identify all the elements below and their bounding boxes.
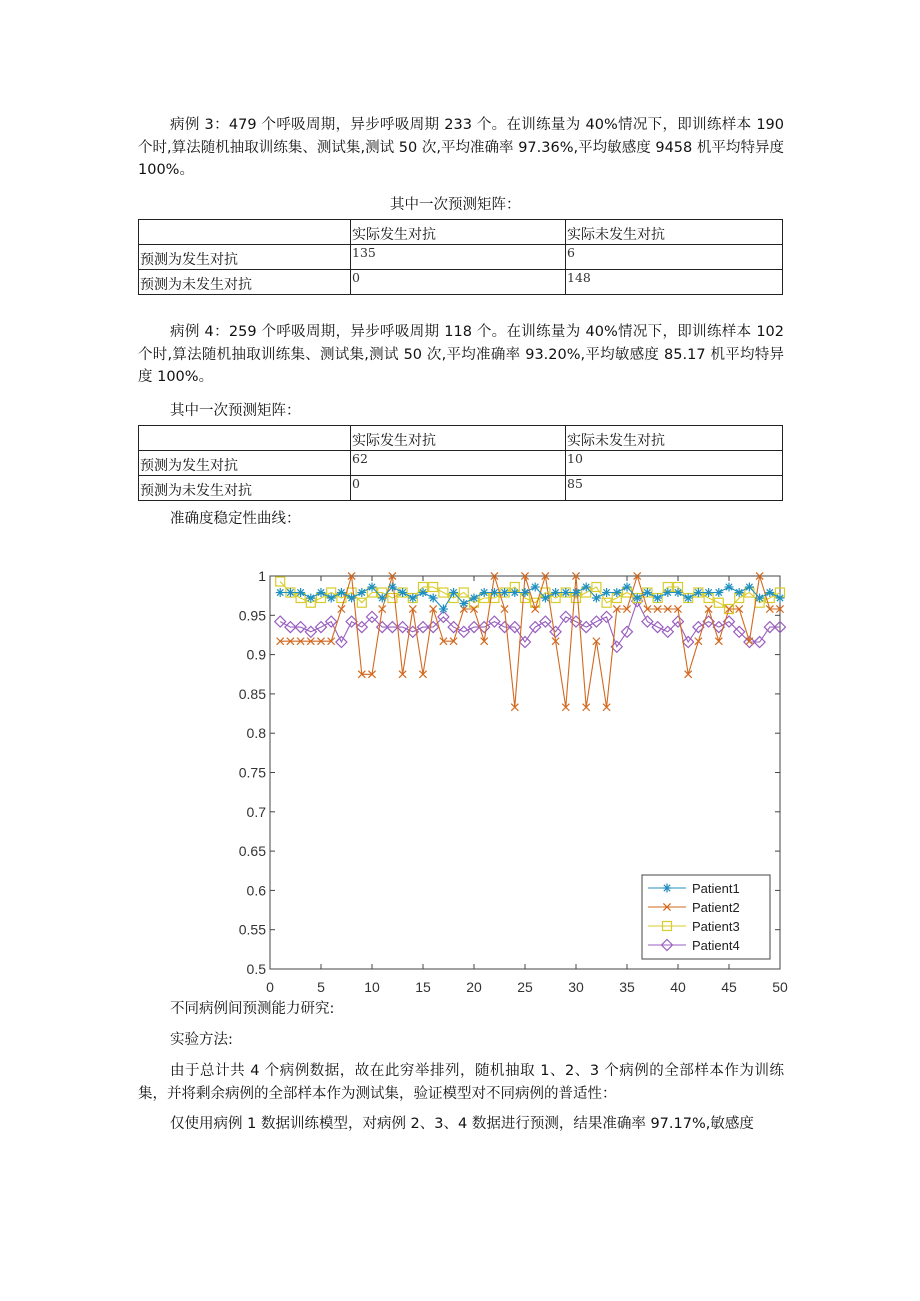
row-label: 预测为发生对抗 <box>139 451 351 476</box>
y-tick-label: 1 <box>258 568 266 584</box>
y-tick-label: 0.55 <box>238 921 266 938</box>
table-cell: 6 <box>566 245 783 270</box>
case4-matrix-caption: 其中一次预测矩阵： <box>170 403 301 419</box>
legend-label: Patient1 <box>692 881 740 896</box>
table-cell: 10 <box>566 451 783 476</box>
y-tick-label: 0.6 <box>246 882 266 899</box>
section-title: 不同病例间预测能力研究: <box>170 1001 335 1017</box>
result-paragraph: 仅使用病例 1 数据训练模型，对病例 2、3、4 数据进行预测，结果准确率 97.17%,敏感度 <box>170 1116 754 1132</box>
x-tick-label: 40 <box>670 979 686 995</box>
table-cell: 148 <box>566 270 783 295</box>
x-tick-label: 10 <box>364 979 380 995</box>
x-tick-label: 0 <box>266 979 274 995</box>
row-label: 预测为未发生对抗 <box>139 476 351 501</box>
x-tick-label: 15 <box>415 979 431 995</box>
case4-paragraph: 病例 4：259 个呼吸周期，异步呼吸周期 118 个。在训练量为 40%情况下，即训练样本 102 个时,算法随机抽取训练集、测试集,测试 50 次,平均准确率 93.20%,平均敏感度 85.17 机平均特异度 100%。 <box>138 324 784 385</box>
x-tick-label: 20 <box>466 979 482 995</box>
case3-confusion-matrix <box>138 219 783 295</box>
case3-paragraph: 病例 3：479 个呼吸周期，异步呼吸周期 233 个。在训练量为 40%情况下，即训练样本 190 个时,算法随机抽取训练集、测试集,测试 50 次,平均准确率 97.36%,平均敏感度 9458 机平均特异度 100%。 <box>138 117 784 178</box>
legend-label: Patient3 <box>692 919 740 934</box>
table-cell: 135 <box>351 245 566 270</box>
legend-label: Patient2 <box>692 900 740 915</box>
table-row <box>139 270 783 295</box>
method-paragraph: 由于总计共 4 个病例数据，故在此穷举排列，随机抽取 1、2、3 个病例的全部样本作为训练集，并将剩余病例的全部样本作为测试集，验证模型对不同病例的普适性： <box>138 1063 784 1102</box>
table-cell: 0 <box>351 270 566 295</box>
y-tick-label: 0.7 <box>246 803 266 820</box>
accuracy-stability-chart <box>230 560 800 1000</box>
table-row <box>139 245 783 270</box>
y-tick-label: 0.5 <box>246 961 266 977</box>
x-tick-label: 45 <box>721 979 737 995</box>
legend-label: Patient4 <box>692 938 740 953</box>
y-tick-label: 0.65 <box>238 843 266 860</box>
header-cell-empty <box>139 220 351 245</box>
chart-caption: 准确度稳定性曲线： <box>170 511 301 527</box>
table-row <box>139 476 783 501</box>
table-header-row <box>139 426 783 451</box>
x-tick-label: 50 <box>772 979 788 995</box>
header-cell-actual-no-adversarial: 实际未发生对抗 <box>566 426 783 451</box>
y-tick-label: 0.9 <box>246 646 266 663</box>
header-cell-empty <box>139 426 351 451</box>
header-cell-actual-adversarial: 实际发生对抗 <box>351 220 566 245</box>
header-cell-actual-no-adversarial: 实际未发生对抗 <box>566 220 783 245</box>
table-cell: 62 <box>351 451 566 476</box>
table-cell: 85 <box>566 476 783 501</box>
y-tick-label: 0.8 <box>246 725 266 742</box>
header-cell-actual-adversarial: 实际发生对抗 <box>351 426 566 451</box>
x-tick-label: 30 <box>568 979 584 995</box>
y-tick-label: 0.75 <box>238 764 266 781</box>
x-tick-label: 25 <box>517 979 533 995</box>
y-tick-label: 0.85 <box>238 685 266 702</box>
table-header-row <box>139 220 783 245</box>
x-tick-label: 5 <box>317 979 325 995</box>
table-cell: 0 <box>351 476 566 501</box>
case4-confusion-matrix <box>138 425 783 501</box>
row-label: 预测为未发生对抗 <box>139 270 351 295</box>
row-label: 预测为发生对抗 <box>139 245 351 270</box>
table-row <box>139 451 783 476</box>
method-label: 实验方法: <box>170 1032 233 1048</box>
x-tick-label: 35 <box>619 979 635 995</box>
y-tick-label: 0.95 <box>238 607 266 624</box>
case3-matrix-caption: 其中一次预测矩阵： <box>390 197 521 213</box>
